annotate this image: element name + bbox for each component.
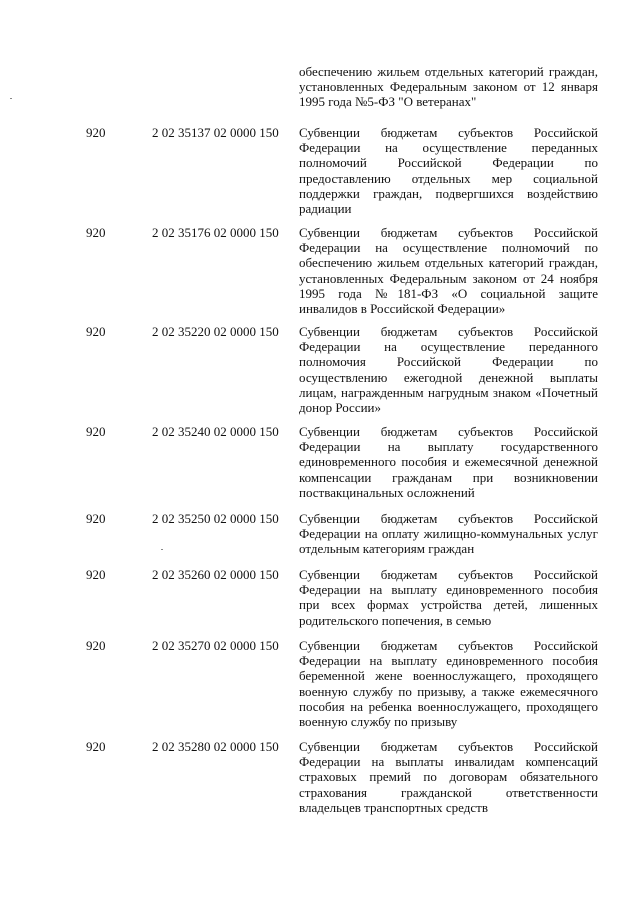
description-line: поддержки граждан, подвергшихся воздействию	[299, 185, 598, 201]
scan-mark	[161, 549, 163, 550]
description-line: Федерации на осуществление переданных	[299, 140, 598, 156]
revenue-description	[299, 225, 598, 316]
budget-classification-code: 2 02 35240 02 0000 150	[152, 424, 279, 439]
description-line: инвалидов в Российской Федерации»	[299, 300, 506, 316]
admin-code: 920	[86, 125, 106, 140]
description-line: установленных Федеральным законом от 24 ноября	[299, 270, 598, 286]
scan-mark	[10, 98, 12, 99]
revenue-description	[299, 424, 598, 500]
admin-code: 920	[86, 424, 106, 439]
budget-classification-code: 2 02 35176 02 0000 150	[152, 225, 279, 240]
description-line: Субвенции бюджетам субъектов Российской	[299, 225, 598, 240]
description-line: поствакцинальных осложнений	[299, 484, 475, 500]
description-line: Федерации на выплату государственного	[299, 439, 598, 455]
budget-classification-code: 2 02 35270 02 0000 150	[152, 638, 279, 653]
description-line: Федерации на выплату единовременного пособия	[299, 653, 598, 669]
description-line: при всех формах устройства детей, лишенных	[299, 597, 598, 613]
description-line: Субвенции бюджетам субъектов Российской	[299, 125, 598, 140]
description-line: обеспечению жильем отдельных категорий граждан,	[299, 255, 598, 271]
description-line: военную службу по призыву, а также ежемесячного	[299, 683, 598, 699]
description-line: Субвенции бюджетам субъектов Российской	[299, 324, 598, 339]
revenue-description	[299, 638, 598, 729]
budget-classification-code: 2 02 35220 02 0000 150	[152, 324, 279, 339]
description-line: полномочий Российской Федерации по	[299, 155, 598, 171]
admin-code: 920	[86, 567, 106, 582]
budget-classification-code: 2 02 35250 02 0000 150	[152, 511, 279, 526]
description-line: Федерации на оплату жилищно-коммунальных услуг	[299, 526, 598, 542]
admin-code: 920	[86, 739, 106, 754]
description-line: компенсации гражданам при возникновении	[299, 469, 598, 485]
description-line: родительского попечения, в семью	[299, 612, 492, 628]
budget-classification-code: 2 02 35260 02 0000 150	[152, 567, 279, 582]
revenue-description	[299, 125, 598, 216]
description-line: установленных Федеральным законом от 12 января	[299, 79, 598, 95]
description-line: беременной жене военнослужащего, проходящего	[299, 668, 598, 684]
description-line: лицам, награжденным нагрудным знаком «Почетный	[299, 384, 598, 400]
description-line: военную службу по призыву	[299, 713, 458, 729]
description-line: отдельным категориям граждан	[299, 541, 475, 557]
continued-description	[299, 64, 598, 110]
revenue-description	[299, 511, 598, 557]
description-line: донор России»	[299, 399, 382, 415]
budget-classification-code: 2 02 35137 02 0000 150	[152, 125, 279, 140]
description-line: Субвенции бюджетам субъектов Российской	[299, 739, 598, 754]
description-line: Федерации на осуществление полномочий по	[299, 240, 598, 256]
description-line: Субвенции бюджетам субъектов Российской	[299, 424, 598, 439]
admin-code: 920	[86, 324, 106, 339]
budget-classification-code: 2 02 35280 02 0000 150	[152, 739, 279, 754]
description-line: Субвенции бюджетам субъектов Российской	[299, 511, 598, 526]
revenue-description	[299, 739, 598, 815]
description-line: полномочия Российской Федерации по	[299, 354, 598, 370]
description-line: обеспечению жильем отдельных категорий граждан,	[299, 64, 598, 79]
description-line: единовременного пособия и ежемесячной денежной	[299, 454, 598, 470]
description-line: страхования гражданской ответственности	[299, 784, 598, 800]
admin-code: 920	[86, 638, 106, 653]
description-line: 1995 года №181-ФЗ «О социальной защите	[299, 285, 598, 301]
description-line: предоставлению отдельных мер социальной	[299, 170, 598, 186]
description-line: Федерации на выплаты инвалидам компенсаций	[299, 754, 598, 770]
description-line: Субвенции бюджетам субъектов Российской	[299, 638, 598, 653]
admin-code: 920	[86, 225, 106, 240]
description-line: осуществлению ежегодной денежной выплаты	[299, 369, 598, 385]
description-line: владельцев транспортных средств	[299, 799, 488, 815]
description-line: радиации	[299, 200, 352, 216]
description-line: пособия на ребенка военнослужащего, проходящего	[299, 698, 598, 714]
description-line: Федерации на осуществление переданного	[299, 339, 598, 355]
revenue-description	[299, 567, 598, 628]
description-line: 1995 года №5-ФЗ "О ветеранах"	[299, 94, 477, 110]
description-line: Федерации на выплату единовременного пособия	[299, 582, 598, 598]
description-line: Субвенции бюджетам субъектов Российской	[299, 567, 598, 582]
description-line: страховых премий по договорам обязательного	[299, 769, 598, 785]
revenue-description	[299, 324, 598, 415]
admin-code: 920	[86, 511, 106, 526]
